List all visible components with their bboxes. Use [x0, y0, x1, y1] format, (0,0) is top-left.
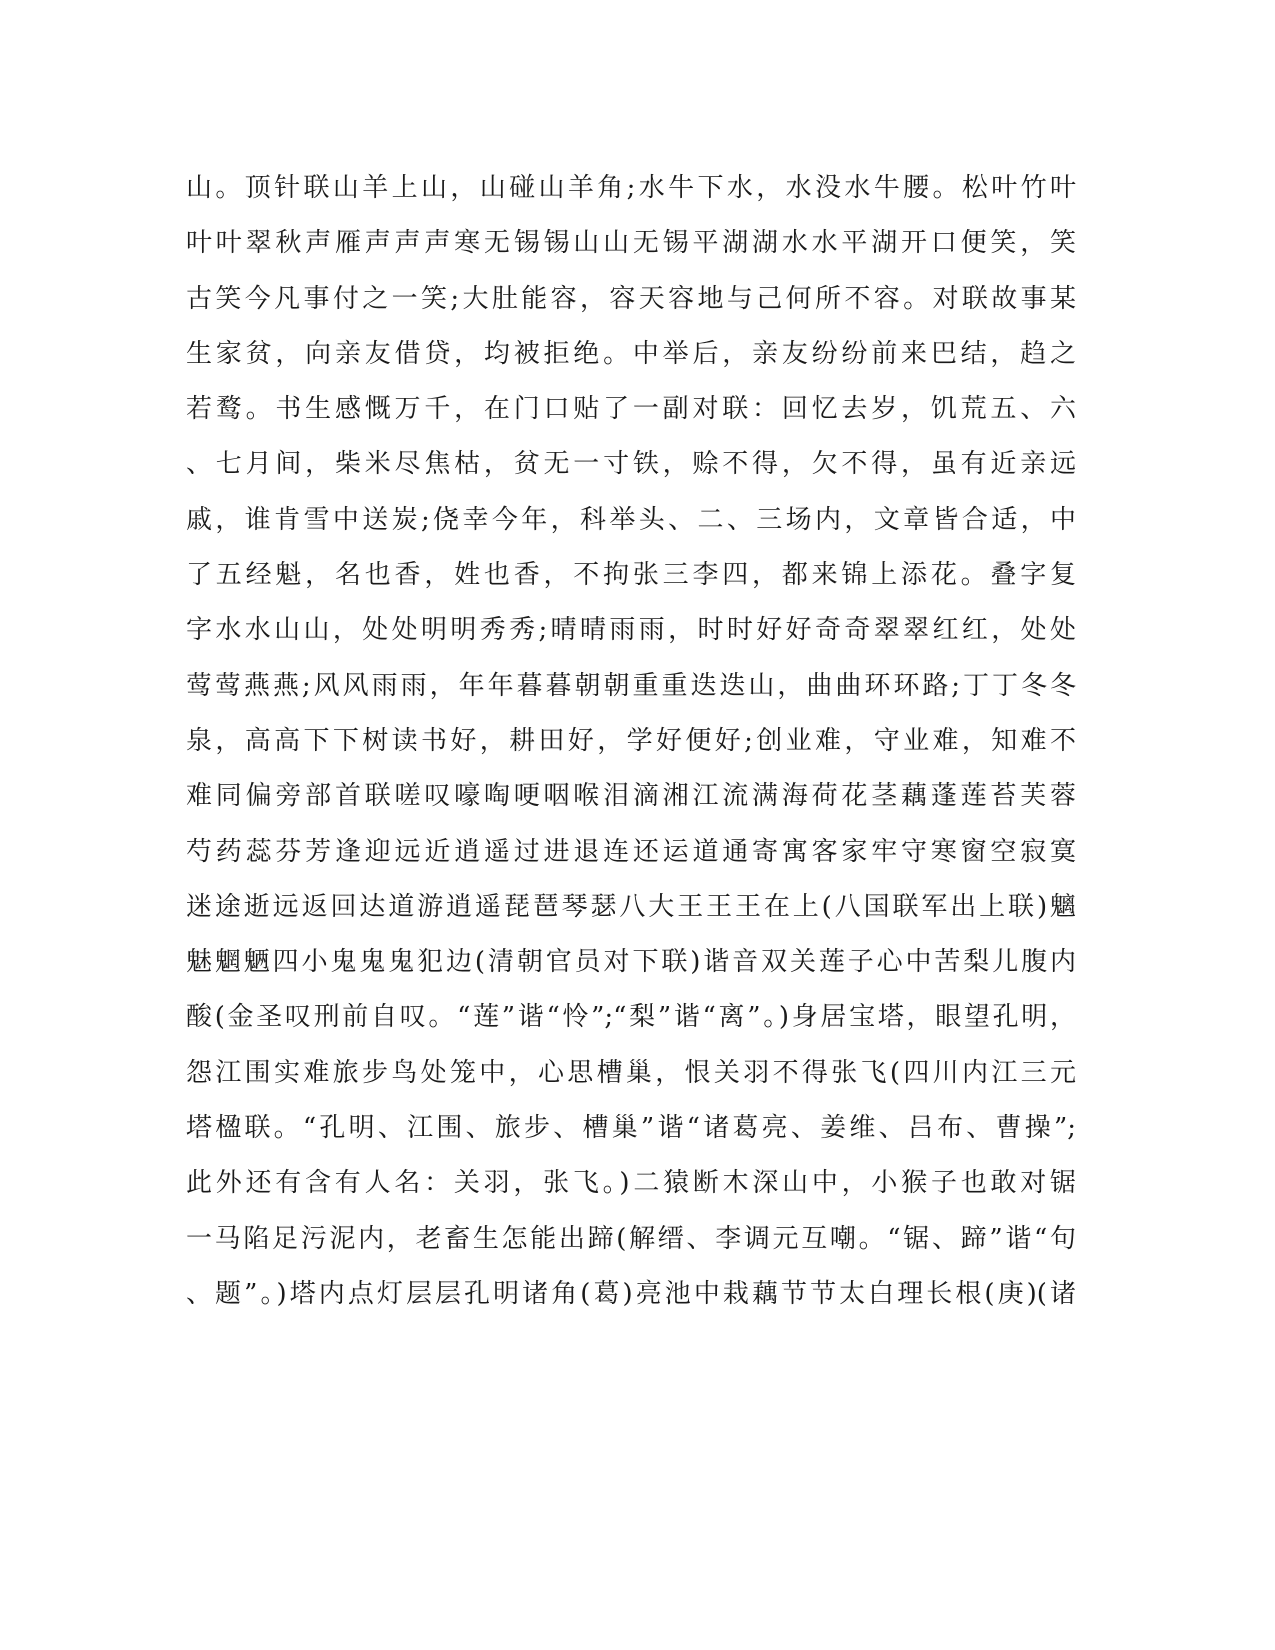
text-line: 一马陷足污泥内，老畜生怎能出蹄(解缙、李调元互嘲。“锯、蹄”谐“句	[186, 1223, 1076, 1254]
text-line: 芍药蕊芬芳逢迎远近逍遥过进退连还运道通寄寓客家牢守寒窗空寂寞	[186, 836, 1076, 867]
text-line: 塔楹联。“孔明、江围、旅步、槽巢”谐“诸葛亮、姜维、吕布、曹操”;	[186, 1113, 1076, 1144]
body-text	[186, 161, 1076, 1322]
text-line: 山。顶针联山羊上山，山碰山羊角;水牛下水，水没水牛腰。松叶竹叶	[186, 173, 1076, 203]
text-line: 难同偏旁部首联嗟叹嚎啕哽咽喉泪滴湘江流满海荷花茎藕蓬莲苔芙蓉	[186, 781, 1076, 812]
text-line: 迷途逝远返回达道游逍遥琵琶琴瑟八大王王王在上(八国联军出上联)魑	[186, 891, 1076, 922]
text-line: 酸(金圣叹刑前自叹。“莲”谐“怜”;“梨”谐“离”。)身居宝塔，眼望孔明，	[186, 1002, 1076, 1033]
text-line: 叶叶翠秋声雁声声声寒无锡锡山山无锡平湖湖水水平湖开口便笑，笑	[186, 228, 1076, 259]
text-line: 若鹜。书生感慨万千，在门口贴了一副对联：回忆去岁，饥荒五、六	[186, 394, 1076, 425]
text-line: 了五经魁，名也香，姓也香，不拘张三李四，都来锦上添花。叠字复	[186, 560, 1076, 591]
text-line: 怨江围实难旅步鸟处笼中，心思槽巢，恨关羽不得张飞(四川内江三元	[186, 1057, 1076, 1088]
text-line: 莺莺燕燕;风风雨雨，年年暮暮朝朝重重迭迭山，曲曲环环路;丁丁冬冬	[186, 670, 1076, 701]
text-line: 魅魍魉四小鬼鬼鬼犯边(清朝官员对下联)谐音双关莲子心中苦梨儿腹内	[186, 947, 1076, 978]
text-line: 泉，高高下下树读书好，耕田好，学好便好;创业难，守业难，知难不	[186, 725, 1076, 756]
text-line: 戚，谁肯雪中送炭;侥幸今年，科举头、二、三场内，文章皆合适，中	[186, 504, 1076, 535]
text-line: 生家贫，向亲友借贷，均被拒绝。中举后，亲友纷纷前来巴结，趋之	[186, 338, 1076, 369]
text-line: 、题”。)塔内点灯层层孔明诸角(葛)亮池中栽藕节节太白理长根(庚)(诸	[186, 1278, 1076, 1309]
text-line: 古笑今凡事付之一笑;大肚能容，容天容地与己何所不容。对联故事某	[186, 283, 1076, 314]
text-line: 字水水山山，处处明明秀秀;晴晴雨雨，时时好好奇奇翠翠红红，处处	[186, 615, 1076, 646]
text-line: 、七月间，柴米尽焦枯，贫无一寸铁，赊不得，欠不得，虽有近亲远	[186, 449, 1076, 480]
text-line: 此外还有含有人名：关羽，张飞。)二猿断木深山中，小猴子也敢对锯	[186, 1168, 1076, 1199]
